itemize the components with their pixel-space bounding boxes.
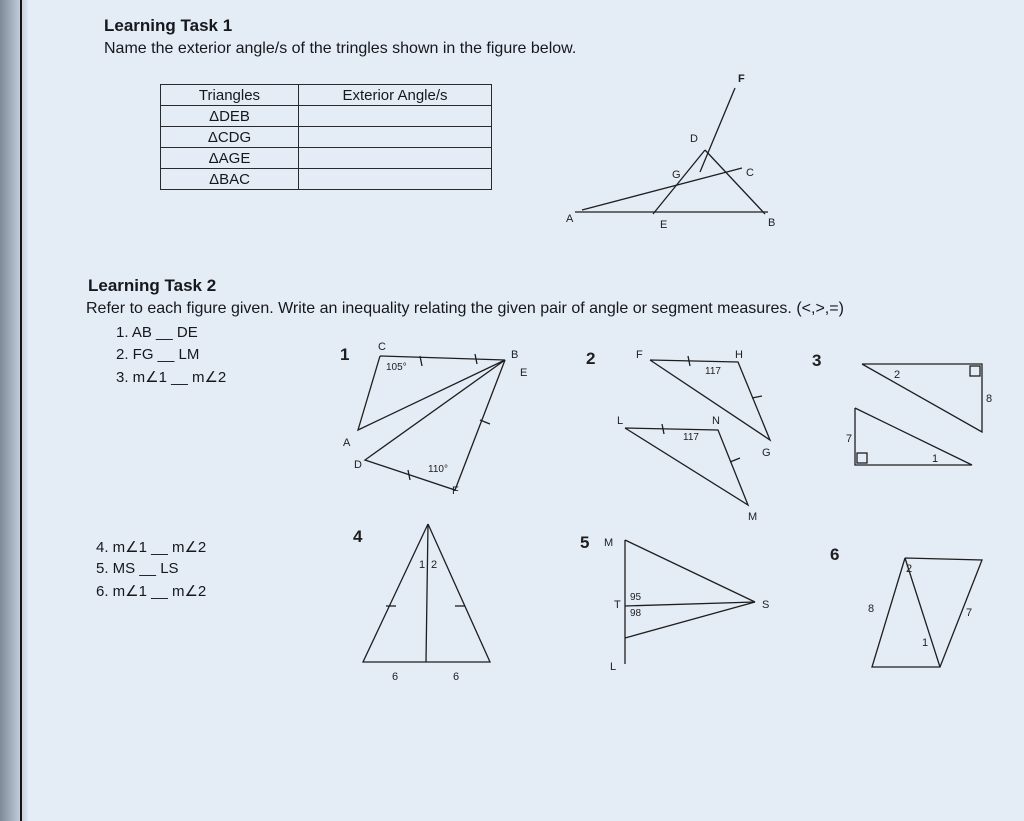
fig6-label-2: 2 — [906, 563, 913, 575]
question-item: 6. m∠1 __ m∠2 — [96, 583, 207, 600]
fig1-label-C: C — [378, 341, 386, 353]
fig1-label-A: A — [343, 437, 351, 449]
question-item: 4. m∠1 __ m∠2 — [96, 539, 207, 556]
task1-heading: Learning Task 1 — [104, 16, 233, 35]
triangle-cell: ΔCDG — [161, 127, 299, 148]
task2-heading: Learning Task 2 — [88, 276, 217, 295]
task1-figure — [575, 88, 768, 214]
task1-instruction: Name the exterior angle/s of the tringles shown in the figure below. — [104, 40, 577, 57]
fig1-label-E: E — [520, 367, 528, 379]
label-C: C — [746, 167, 754, 179]
fig1-label-D: D — [354, 459, 362, 471]
header-triangles: Triangles — [161, 85, 299, 106]
triangle-cell: ΔDEB — [161, 106, 299, 127]
fig3-label-7: 7 — [846, 433, 853, 445]
fig5-label-S: S — [762, 599, 770, 611]
fig3-label-8: 8 — [986, 393, 993, 405]
fig1-label-B: B — [511, 349, 519, 361]
figure-5-diagram — [625, 540, 755, 664]
fig1-angle-105: 105° — [386, 362, 407, 373]
fig5-label-L: L — [610, 661, 617, 673]
figure-4-number: 4 — [353, 527, 363, 546]
figure-2-number: 2 — [586, 349, 596, 368]
fig5-label-T: T — [614, 599, 621, 611]
fig1-angle-110: 110° — [428, 464, 448, 475]
label-B: B — [768, 217, 776, 229]
fig5-angle-98: 98 — [630, 608, 642, 619]
fig2-label-H: H — [735, 349, 743, 361]
figure-3-diagram — [855, 364, 982, 465]
triangle-cell: ΔAGE — [161, 148, 299, 169]
figure-2-diagram — [625, 356, 770, 505]
figure-1-number: 1 — [340, 345, 350, 364]
fig4-base-left: 6 — [392, 671, 399, 683]
question-item: 3. m∠1 __ m∠2 — [116, 369, 227, 386]
fig1-label-F: F — [452, 485, 459, 497]
fig2-label-M: M — [748, 511, 758, 523]
label-D: D — [690, 133, 698, 145]
fig2-label-N: N — [712, 415, 720, 427]
label-G: G — [672, 169, 681, 181]
fig4-angle-2: 2 — [431, 559, 438, 571]
fig6-label-1: 1 — [922, 637, 929, 649]
figure-4-diagram — [363, 524, 490, 662]
fig2-label-L: L — [617, 415, 624, 427]
fig5-angle-95: 95 — [630, 592, 642, 603]
task2-instruction: Refer to each figure given. Write an inequality relating the given pair of angle or segment measures. (<,>,=) — [86, 300, 844, 317]
label-A: A — [566, 213, 574, 225]
fig2-angle-top: 117 — [705, 366, 721, 377]
header-exterior-angles: Exterior Angle/s — [299, 85, 492, 106]
label-F: F — [738, 73, 745, 85]
fig2-label-F: F — [636, 349, 643, 361]
figure-3-number: 3 — [812, 351, 822, 370]
fig3-label-2: 2 — [894, 369, 901, 381]
figure-5-number: 5 — [580, 533, 590, 552]
fig3-label-1: 1 — [932, 453, 939, 465]
fig2-angle-bottom: 117 — [683, 432, 699, 443]
label-E: E — [660, 219, 668, 231]
fig5-label-M: M — [604, 537, 614, 549]
fig4-angle-1: 1 — [419, 559, 426, 571]
fig4-base-right: 6 — [453, 671, 460, 683]
question-item: 2. FG __ LM — [116, 346, 200, 363]
fig2-label-G: G — [762, 447, 771, 459]
question-item: 5. MS __ LS — [96, 560, 179, 577]
triangle-cell: ΔBAC — [161, 169, 299, 190]
fig6-label-7: 7 — [966, 607, 973, 619]
question-item: 1. AB __ DE — [116, 324, 198, 341]
fig6-label-8: 8 — [868, 603, 875, 615]
figure-6-number: 6 — [830, 545, 840, 564]
